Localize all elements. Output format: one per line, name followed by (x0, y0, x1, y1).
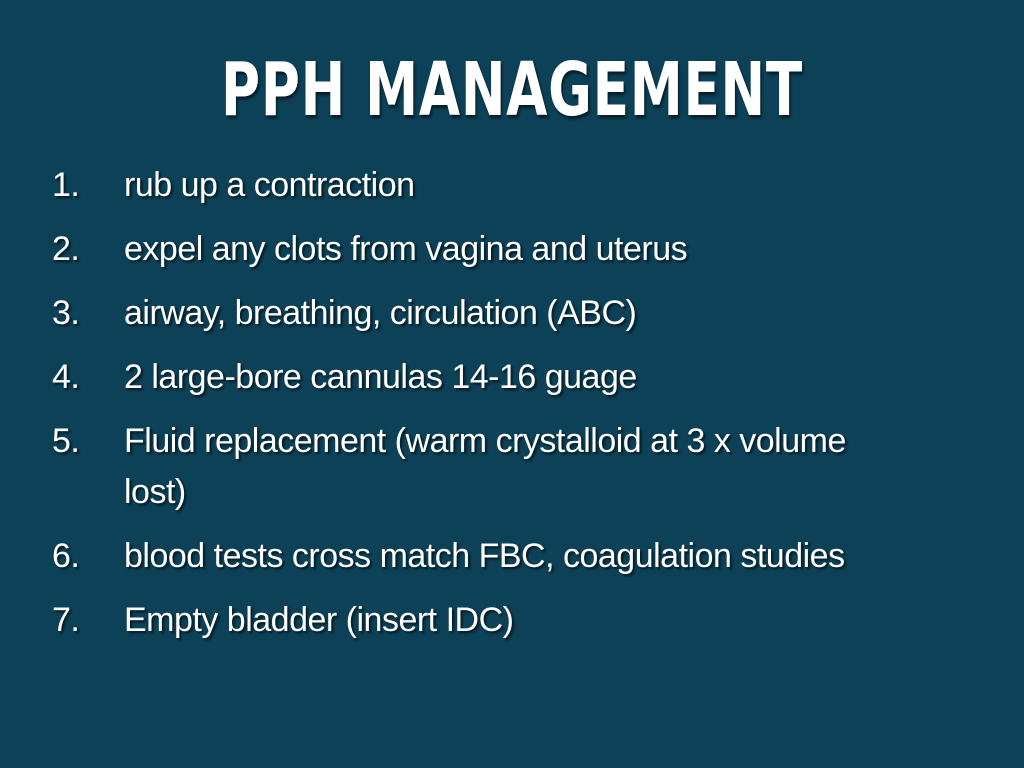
item-text: 2 large-bore cannulas 14-16 guage (124, 358, 637, 396)
item-text: airway, breathing, circulation (ABC) (124, 294, 637, 332)
list-item (52, 224, 912, 275)
list-item (52, 288, 912, 339)
item-number: 3. (52, 294, 80, 332)
slide-title: PPH MANAGEMENT (221, 47, 803, 133)
item-text: rub up a contraction (124, 166, 415, 204)
list-item (52, 160, 912, 211)
list-item (52, 531, 912, 582)
list-item (52, 595, 912, 646)
item-number: 2. (52, 230, 80, 268)
item-text: blood tests cross match FBC, coagulation studies (124, 537, 845, 575)
list-viewport (52, 160, 912, 676)
management-steps-list (52, 160, 912, 646)
item-text: Empty bladder (insert IDC) (124, 601, 514, 639)
item-number: 1. (52, 166, 80, 204)
list-item (52, 416, 912, 518)
item-number: 4. (52, 358, 80, 396)
item-text: expel any clots from vagina and uterus (124, 230, 688, 268)
list-item (52, 352, 912, 403)
item-number: 5. (52, 422, 80, 460)
item-number: 7. (52, 601, 80, 639)
item-text: Fluid replacement (warm crystalloid at 3 x volume lost) (124, 422, 846, 511)
item-number: 6. (52, 537, 80, 575)
